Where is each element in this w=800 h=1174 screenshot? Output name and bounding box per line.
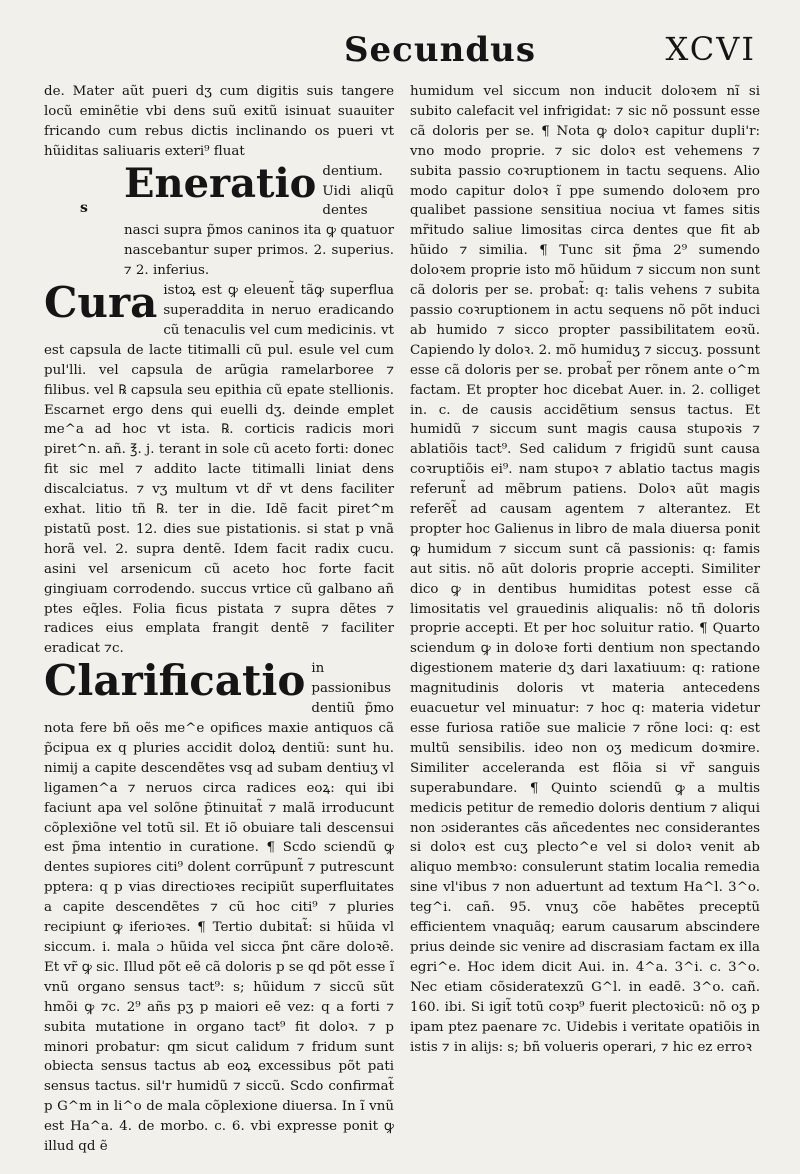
section-heading-generatio: Eneratio bbox=[124, 159, 317, 207]
section-cura bbox=[44, 278, 394, 659]
running-head: Secundus bbox=[344, 30, 536, 70]
right-column bbox=[410, 82, 760, 1057]
section-text-cura: istoꝝ est ꝙ eleuent̃ tãꝙ superflua superaddita in neruo eradicando cũ tenaculis vel cum medicinis. vt est capsula de lacte titimalli cũ pul. esule vel cum pul'lli. vel capsula de arũgia ramelarboree ⁊ filibus. vel ℞ capsula seu epithia cũ epate stellionis. Escarnet ergo dens qui euelli dʒ. deinde emplet me^a ad hoc vt ista. ℞. corticis radicis mori piret^n. añ. ℥. j. terant in sole cũ aceto forti: donec fit sic mel ⁊ addito lacte titimalli liniat dens discalciatus. ⁊ vʒ multum vt dr̃ vt dens faciliter exhat. litio tñ ℞. ter in die. Idẽ facit piret^m pistatũ post. 12. dies sue pistationis. si stat p vnã horã vel. 2. supra dentẽ. Idem facit radix cucu. asini vel arsenicum cũ aceto hoc forte facit gingiuam corrodendo. succus vrtice cũ galbano añ ptes eq̃les. Folia ficus pistata ⁊ supra dẽtes ⁊ radices eius emplata frangit dentẽ ⁊ faciliter eradicat ⁊c. bbox=[44, 283, 394, 657]
section-heading-cura: Cura bbox=[44, 278, 158, 328]
margin-mark: s bbox=[80, 200, 88, 216]
text-columns bbox=[44, 82, 760, 1162]
left-paragraph-intro: de. Mater aũt pueri dʒ cum digitis suis tangere locũ eminẽtie vbi dens suũ exitũ isinuat suauiter fricando cum rebus dictis inclinando os pueri vt hũiditas saliuaris exteri⁹ fluat bbox=[44, 84, 394, 159]
right-paragraph: humidum vel siccum non inducit doloꝛem nĩ si subito calefacit vel infrigidat: ⁊ sic nõ possunt esse cã doloris per se. ¶ Nota ꝙ doloꝛ capitur dupli'r: vno modo proprie. ⁊ sic doloꝛ est vehemens ⁊ subita passio coꝛruptionem in tactu sequens. Alio modo capitur doloꝛ ĩ ppe sumendo doloꝛem pro qualibet passione sensitiua nociua vt fames sitis mr̃itudo saliue limositas circa dentes que fit ab hũido ⁊ similia. ¶ Tunc sit p̃ma 2⁹ sumendo doloꝛem proprie isto mõ hũidum ⁊ siccum non sunt cã doloris per se. probat̃: q: talis vehens ⁊ subita passio coꝛruptionem in actu sequens nõ põt induci ab humido ⁊ sicco propter passibilitatem eoꝛũ. Capiendo ly doloꝛ. 2. mõ humiduʒ ⁊ siccuʒ. possunt esse cã doloris per se. probat̃ per rõnem ante o^m factam. Et propter hoc dicebat Auer. in. 2. colliget in. c. de causis accidẽtium sensus tactus. Et humidũ ⁊ siccum sunt magis causa stupoꝛis ⁊ ablatiõis tact⁹. Sed calidum ⁊ frigidũ sunt causa coꝛruptiõis ei⁹. nam stupoꝛ ⁊ ablatio tactus magis referunt̃ ad mẽbrum patiens. Doloꝛ aũt magis referẽt̃ ad causam agentem ⁊ alterantez. Et propter hoc Galienus in libro de mala diuersa ponit ꝙ humidum ⁊ siccum sunt cã passionis: q: famis aut sitis. nõ aũt doloris proprie accepti. Similiter dico ꝙ in dentibus humiditas potest esse cã limositatis vel grauedinis aliqualis: nõ tñ doloris proprie accepti. Et per hoc soluitur ratio. ¶ Quarto sciendum ꝙ in doloꝛe forti dentium non spectando digestionem materie dʒ dari laxatiuum: q: ratione magnitudinis doloris vt materia antecedens euacuetur vel minuatur: ⁊ hoc q: materia videtur esse furiosa ratiõe sue malicie ⁊ rõne loci: q: est multũ sensibilis. ideo non oʒ medicum doꝛmire. Similiter acceleranda est flõia si vr̃ sanguis superabundare. ¶ Quinto sciendũ ꝙ a multis medicis petitur de remedio doloris dentium ⁊ aliqui non ɔsiderantes cãs añcedentes nec considerantes si doloꝛ est cuʒ plecto^e vel si doloꝛ venit ab aliquo membꝛo: consulerunt statim localia remedia sine vl'ibus ⁊ non aduertunt ad textum Ha^l. 3^o. teg^i. cañ. 95. vnuʒ cõe habẽtes preceptũ efficientem vnaquãq; earum causarum abscindere prius deinde sic venire ad discrasiam factam ex illa egri^e. Hoc idem dicit Aui. in. 4^a. 3^i. c. 3^o. Nec etiam cõsideratexzũ G^l. in eadẽ. 3^o. cañ. 160. ibi. Si igit̃ totũ coꝛp⁹ fuerit plectoꝛicũ: nõ oʒ p ipam ptez paenare ⁊c. Uidebis i veritate opatiõis in istis ⁊ in alijs: s; bñ volueris operari, ⁊ hic ez erroꝛ bbox=[410, 84, 760, 1055]
section-text-clarificatio: in passionibus dentiũ p̃mo nota fere bñ oẽs me^e opifices maxie antiquos cã p̃cipua ex q pluries accidit doloꝝ dentiũ: sunt hu. nimij a capite descendẽtes vsq ad subam dentiuʒ vl ligamen^a ⁊ neruos circa radices eoꝝ: qui ibi faciunt apa vel solõne p̃tinuitat̃ ⁊ malã irroducunt cõplexiõne vel totũ sil. Et iõ obuiare tali descensui est p̃ma intentio in curatione. ¶ Scdo sciendũ ꝙ dentes supiores citi⁹ dolent corrũpunt̃ ⁊ putrescunt pptera: q p vias directioꝛes recipiũt superfluitates a capite descendẽtes ⁊ cũ hoc citi⁹ ⁊ pluries recipiunt ꝙ iferioꝛes. ¶ Tertio dubitat̃: si hũida vl siccum. i. mala ɔ hũida vel sicca p̃nt cãre doloꝛẽ. Et vr̃ ꝙ sic. Illud põt eẽ cã doloris p se qd põt esse ĩ vnũ organo sensus tact⁹: s; hũidum ⁊ siccũ sũt hmõi ꝙ ⁊c. 2⁹ añs pʒ p maiori eẽ vez: q a forti ⁊ subita mutatione in organo tact⁹ fit doloꝛ. ⁊ p minori probatur: qm sicut calidum ⁊ fridum sunt obiecta sensus tactus ab eoꝝ excessibus põt pati sensus tactus. sil'r humidũ ⁊ siccũ. Scdo confirmat̃ p G^m in li^o de mala cõplexione diuersa. In ĩ vnũ est Ha^a. 4. de morbo. c. 6. vbi expresse ponit ꝙ illud qd ẽ bbox=[44, 661, 394, 1155]
folio-number: XCVI bbox=[665, 30, 756, 68]
section-clarificatio bbox=[44, 656, 394, 1157]
section-text-generatio: dentium. Uidi aliqũ dentes nasci supra p̃mos caninos ita ꝙ quatuor nascebantur super primos. 2. superius. ⁊ 2. inferius. bbox=[124, 163, 394, 279]
left-column bbox=[44, 82, 394, 1157]
section-generatio bbox=[44, 159, 394, 281]
page-header bbox=[44, 26, 756, 82]
section-heading-clarificatio: Clarificatio bbox=[44, 656, 306, 706]
